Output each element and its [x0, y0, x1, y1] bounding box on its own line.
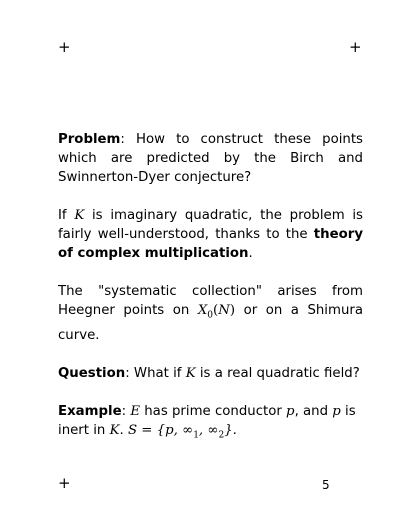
- example-text-2: , and: [294, 403, 333, 419]
- page-number: 5: [322, 478, 330, 492]
- question-prefix: : What if: [125, 365, 186, 381]
- math-K: K: [74, 208, 85, 223]
- crop-mark-bottom-left: +: [58, 474, 71, 492]
- crop-mark-top-right: +: [349, 38, 362, 56]
- math-X0N: $X_0(N)$: [197, 303, 236, 321]
- math-K: K: [109, 422, 120, 438]
- math-S-set: S = {p, $\infty_1$, $\infty_2$}.: [127, 422, 237, 441]
- problem-text: : How to construct these points which are predicted by the Birch and Swinnerton-Dyer conjecture?: [58, 132, 363, 185]
- example-text-1: has prime conductor: [140, 403, 287, 419]
- imaginary-quadratic-paragraph: [58, 206, 363, 263]
- question-label: Question: [58, 365, 126, 381]
- systematic-text: The "systematic collection" arises from Heegner points on: [58, 284, 363, 318]
- imaginary-middle: is imaginary quadratic, the problem is fairly well-understood, thanks to the: [58, 208, 363, 242]
- crop-mark-top-left: +: [58, 38, 71, 56]
- systematic-collection-paragraph: [58, 282, 363, 345]
- imaginary-prefix: If: [58, 208, 75, 223]
- math-K: K: [185, 365, 196, 381]
- math-p: p: [332, 403, 341, 419]
- slide-body: [58, 130, 363, 464]
- example-paragraph: [58, 402, 363, 446]
- question-suffix: is a real quadratic field?: [195, 365, 360, 381]
- imaginary-suffix: .: [248, 246, 253, 261]
- example-colon: :: [121, 403, 131, 419]
- systematic-suffix: or on a Shimura curve.: [58, 303, 363, 343]
- math-p: p: [286, 403, 295, 419]
- problem-label: Problem: [58, 132, 121, 147]
- example-label: Example: [58, 403, 122, 419]
- math-E: E: [130, 403, 141, 419]
- example-text-4: .: [119, 422, 128, 438]
- cm-theory-bold: theory of complex multiplication: [58, 227, 363, 261]
- problem-paragraph: [58, 130, 363, 187]
- example-text-3: is inert in: [58, 403, 356, 438]
- question-paragraph: [58, 364, 363, 383]
